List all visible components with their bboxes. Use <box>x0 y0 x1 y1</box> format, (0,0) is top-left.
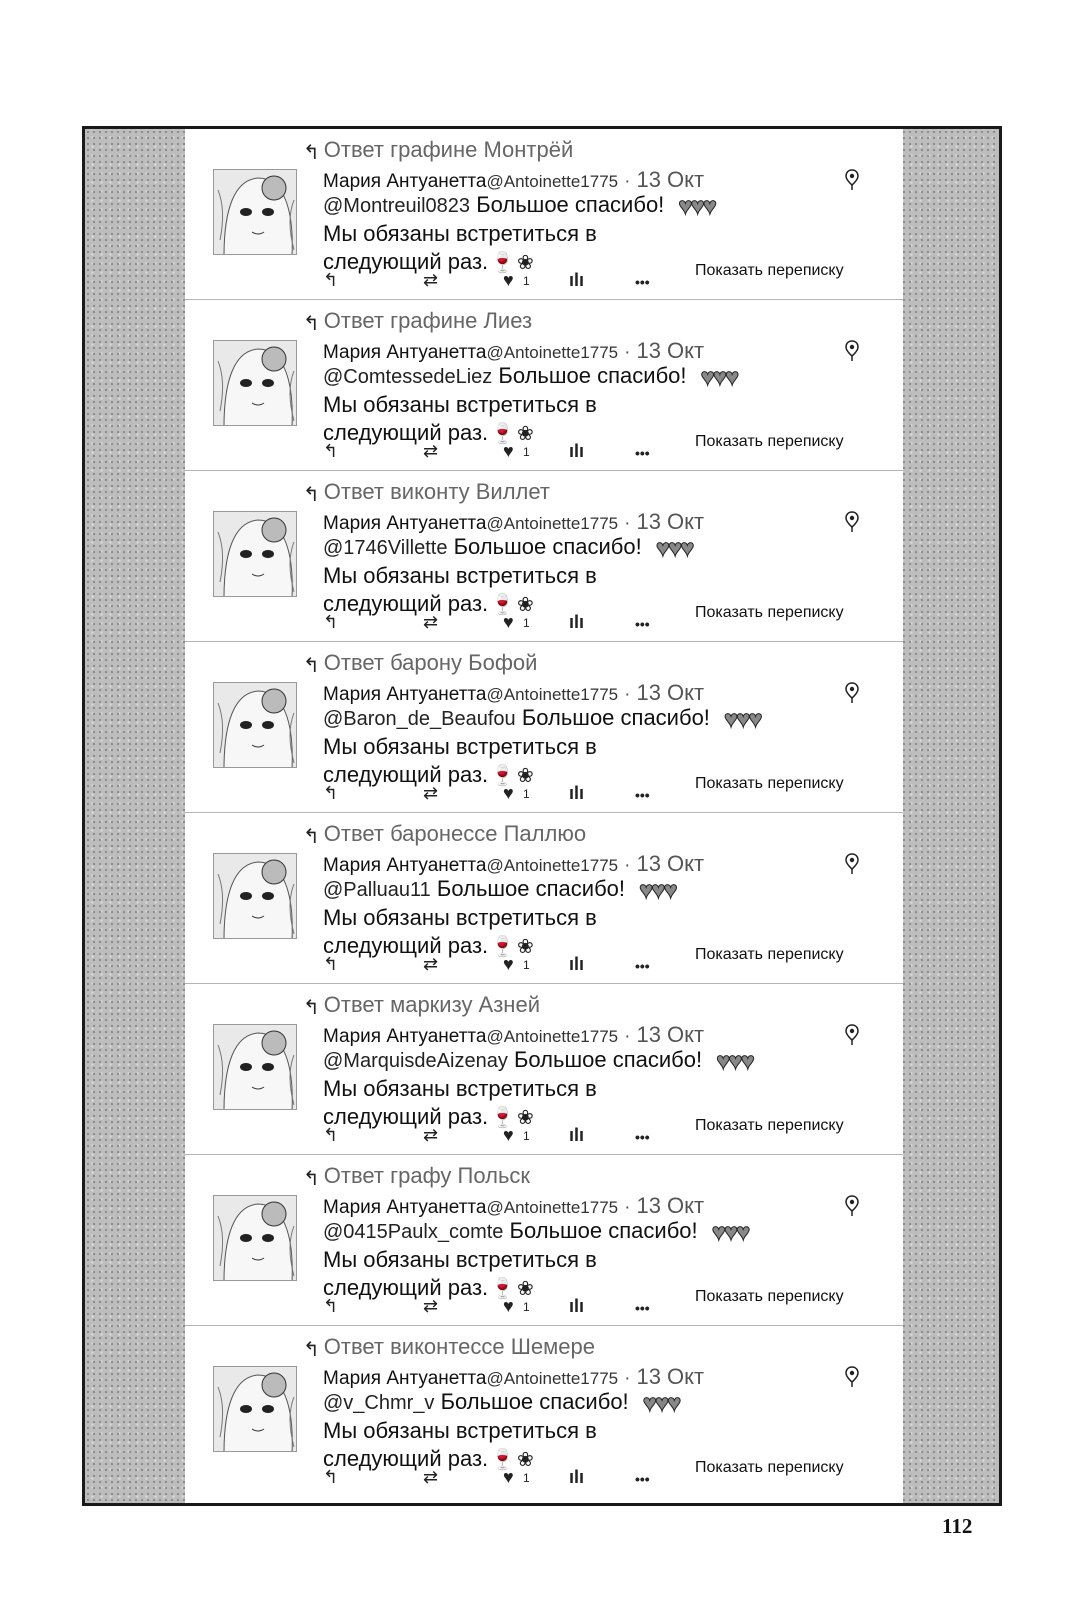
retweet-icon[interactable]: ⇄ <box>423 1467 439 1487</box>
show-thread-link[interactable]: Показать переписку <box>695 1459 844 1476</box>
reply-icon[interactable]: ↰ <box>323 1296 339 1316</box>
location-pin-icon[interactable] <box>845 340 859 362</box>
avatar[interactable] <box>213 169 297 255</box>
show-thread-link[interactable]: Показать переписку <box>695 1288 844 1305</box>
more-icon[interactable]: ••• <box>635 445 650 461</box>
retweet-icon[interactable]: ⇄ <box>423 1296 439 1316</box>
tweet-date[interactable]: 13 Окт <box>636 509 705 534</box>
mention-link[interactable]: @MarquisdeAizenay <box>323 1050 508 1072</box>
more-icon[interactable]: ••• <box>635 616 650 632</box>
avatar-portrait-icon <box>214 170 297 255</box>
show-thread-link[interactable]: Показать переписку <box>695 262 844 279</box>
author-name[interactable]: Мария Антуанетта <box>323 1026 487 1047</box>
mention-link[interactable]: @1746Villette <box>323 537 448 559</box>
thanks-text: Большое спасибо! <box>476 192 665 217</box>
author-handle[interactable]: @Antoinette1775 <box>486 1198 619 1217</box>
tweet-text-line3-text: следующий раз. <box>323 420 489 445</box>
hearts-emoji: ♥♥♥ <box>716 1048 753 1075</box>
tweet-date[interactable]: 13 Окт <box>636 338 705 363</box>
heart-icon[interactable]: ♥ <box>503 783 514 803</box>
hearts-emoji: ♥♥♥ <box>655 535 693 562</box>
tweet[interactable] <box>185 129 903 300</box>
heart-icon[interactable]: ♥ <box>503 441 514 461</box>
like-count: 1 <box>523 1300 530 1314</box>
tweet-text-line2: Мы обязаны встретиться в <box>323 1076 597 1101</box>
more-icon[interactable]: ••• <box>635 274 650 290</box>
wine-glass-icon: 🍷 <box>490 1107 516 1129</box>
tweet-date[interactable]: 13 Окт <box>636 851 705 876</box>
tweet-text-line3-text: следующий раз. <box>323 249 489 274</box>
avatar[interactable] <box>213 340 297 426</box>
retweet-icon[interactable]: ⇄ <box>423 783 439 803</box>
rose-icon: ❀ <box>517 1278 534 1300</box>
reply-icon[interactable]: ↰ <box>323 612 339 632</box>
avatar-portrait-icon <box>214 854 297 939</box>
location-pin-icon[interactable] <box>845 682 859 704</box>
reply-icon[interactable]: ↰ <box>323 270 339 290</box>
more-icon[interactable]: ••• <box>635 1300 650 1316</box>
hearts-emoji: ♥♥♥ <box>639 877 676 904</box>
reply-icon[interactable]: ↰ <box>323 954 339 974</box>
avatar-portrait-icon <box>214 1196 297 1281</box>
thanks-text: Большое спасибо! <box>498 363 687 388</box>
more-icon[interactable]: ••• <box>635 787 650 803</box>
reply-arrow-icon: ↰ <box>303 655 320 677</box>
reply-arrow-icon: ↰ <box>303 997 320 1019</box>
location-pin-icon[interactable] <box>845 1024 859 1046</box>
wine-glass-icon: 🍷 <box>490 423 516 445</box>
thanks-text: Большое спасибо! <box>436 876 626 901</box>
rose-icon: ❀ <box>517 594 534 616</box>
mention-link[interactable]: @Baron_de_Beaufou <box>323 708 516 730</box>
reply-to-text: Ответ графине Монтрёй <box>323 137 574 162</box>
mention-link[interactable]: @Montreuil0823 <box>323 195 471 217</box>
tweet-text-line2: Мы обязаны встретиться в <box>323 734 597 759</box>
tweet-text-line2: Мы обязаны встретиться в <box>323 392 597 417</box>
location-pin-icon[interactable] <box>845 853 859 875</box>
like-count: 1 <box>523 616 530 630</box>
tweet-text-line1 <box>323 705 761 734</box>
reply-icon[interactable]: ↰ <box>323 1125 339 1145</box>
separator-dot: · <box>624 342 631 363</box>
tweet-text-line3-text: следующий раз. <box>323 1104 489 1129</box>
like-count: 1 <box>523 445 530 459</box>
avatar[interactable] <box>213 682 297 768</box>
tweet-text-line1 <box>323 1218 748 1247</box>
tweet[interactable] <box>185 984 903 1155</box>
tweet-header <box>323 509 704 535</box>
rose-icon: ❀ <box>517 423 534 445</box>
author-handle[interactable]: @Antoinette1775 <box>486 856 619 875</box>
thanks-text: Большое спасибо! <box>513 1047 703 1072</box>
retweet-icon[interactable]: ⇄ <box>423 1125 439 1145</box>
heart-icon[interactable]: ♥ <box>503 1125 514 1145</box>
retweet-icon[interactable]: ⇄ <box>423 441 439 461</box>
mention-link[interactable]: @0415Paulx_comte <box>323 1221 504 1243</box>
reply-arrow-icon: ↰ <box>303 1339 320 1361</box>
author-name[interactable]: Мария Антуанетта <box>323 1197 487 1218</box>
wine-glass-icon: 🍷 <box>490 1449 516 1471</box>
reply-arrow-icon: ↰ <box>303 142 320 164</box>
tweet-text-line2: Мы обязаны встретиться в <box>323 1247 597 1272</box>
wine-glass-icon: 🍷 <box>490 936 516 958</box>
tweet-header <box>323 851 704 877</box>
separator-dot: · <box>624 1026 631 1047</box>
reply-icon[interactable]: ↰ <box>323 441 339 461</box>
avatar[interactable] <box>213 511 297 597</box>
separator-dot: · <box>624 171 631 192</box>
wine-glass-icon: 🍷 <box>490 594 516 616</box>
separator-dot: · <box>624 1197 631 1218</box>
tweet[interactable] <box>185 300 903 471</box>
separator-dot: · <box>624 1368 631 1389</box>
show-thread-link[interactable]: Показать переписку <box>695 775 844 792</box>
show-thread-link[interactable]: Показать переписку <box>695 433 844 450</box>
tweet-actions <box>323 1125 663 1147</box>
analytics-icon[interactable]: ılı <box>569 1125 585 1145</box>
rose-icon: ❀ <box>517 765 534 787</box>
analytics-icon[interactable]: ılı <box>569 1467 585 1487</box>
mention-link[interactable]: @ComtessedeLiez <box>323 366 493 388</box>
show-thread-link[interactable]: Показать переписку <box>695 946 844 963</box>
analytics-icon[interactable]: ılı <box>569 783 585 803</box>
avatar-portrait-icon <box>214 341 297 426</box>
reply-context[interactable] <box>303 137 573 163</box>
reply-to-text: Ответ барону Бофой <box>323 650 538 675</box>
author-handle[interactable]: @Antoinette1775 <box>486 1027 619 1046</box>
rose-icon: ❀ <box>517 1107 534 1129</box>
tweet-date[interactable]: 13 Окт <box>636 167 705 192</box>
page-number: 112 <box>942 1514 973 1538</box>
heart-icon[interactable]: ♥ <box>503 1296 514 1316</box>
tweet-text-line2: Мы обязаны встретиться в <box>323 221 597 246</box>
author-name[interactable]: Мария Антуанетта <box>323 171 487 192</box>
tweet-header <box>323 1022 704 1048</box>
retweet-icon[interactable]: ⇄ <box>423 270 439 290</box>
avatar[interactable] <box>213 853 297 939</box>
tweet-header <box>323 338 704 364</box>
avatar-portrait-icon <box>214 1367 297 1452</box>
tweet-text-line1 <box>323 534 692 563</box>
tweet-text-line2: Мы обязаны встретиться в <box>323 563 597 588</box>
analytics-icon[interactable]: ılı <box>569 1296 585 1316</box>
mention-link[interactable]: @Palluau11 <box>323 879 431 901</box>
reply-context[interactable] <box>303 650 537 676</box>
reply-to-text: Ответ маркизу Азней <box>323 992 540 1017</box>
heart-icon[interactable]: ♥ <box>503 954 514 974</box>
heart-icon[interactable]: ♥ <box>503 1467 514 1487</box>
wine-glass-icon: 🍷 <box>490 1278 516 1300</box>
hearts-emoji: ♥♥♥ <box>723 706 761 733</box>
hearts-emoji: ♥♥♥ <box>678 193 716 220</box>
reply-icon[interactable]: ↰ <box>323 1467 339 1487</box>
reply-arrow-icon: ↰ <box>303 484 320 506</box>
author-name[interactable]: Мария Антуанетта <box>323 342 487 363</box>
reply-to-text: Ответ виконту Виллет <box>323 479 550 504</box>
like-count: 1 <box>523 958 530 972</box>
tweet-text-line2: Мы обязаны встретиться в <box>323 1418 597 1443</box>
author-handle[interactable]: @Antoinette1775 <box>486 1369 619 1388</box>
rose-icon: ❀ <box>517 936 534 958</box>
author-name[interactable]: Мария Антуанетта <box>323 855 487 876</box>
show-thread-link[interactable]: Показать переписку <box>695 1117 844 1134</box>
like-count: 1 <box>523 1129 530 1143</box>
tweet-actions <box>323 270 663 292</box>
separator-dot: · <box>624 684 631 705</box>
avatar-portrait-icon <box>214 683 297 768</box>
tweet-header <box>323 167 704 193</box>
tweet-text-line3-text: следующий раз. <box>323 591 489 616</box>
avatar-portrait-icon <box>214 512 297 597</box>
tweet-date[interactable]: 13 Окт <box>636 1364 705 1389</box>
mention-link[interactable]: @v_Chmr_v <box>323 1392 435 1414</box>
thanks-text: Большое спасибо! <box>509 1218 698 1243</box>
tweet-actions <box>323 612 663 634</box>
reply-to-text: Ответ баронессе Паллюо <box>323 821 587 846</box>
tweet-text-line1 <box>323 192 715 221</box>
reply-icon[interactable]: ↰ <box>323 783 339 803</box>
avatar[interactable] <box>213 1024 297 1110</box>
reply-context[interactable] <box>303 1163 530 1189</box>
thanks-text: Большое спасибо! <box>453 534 642 559</box>
author-name[interactable]: Мария Антуанетта <box>323 684 487 705</box>
reply-to-text: Ответ графу Польск <box>323 1163 531 1188</box>
reply-arrow-icon: ↰ <box>303 313 320 335</box>
thanks-text: Большое спасибо! <box>440 1389 629 1414</box>
like-count: 1 <box>523 274 530 288</box>
rose-icon: ❀ <box>517 252 534 274</box>
panel-frame <box>82 126 1002 1506</box>
author-handle[interactable]: @Antoinette1775 <box>486 343 619 362</box>
reply-arrow-icon: ↰ <box>303 826 320 848</box>
reply-context[interactable] <box>303 992 540 1018</box>
tweet-date[interactable]: 13 Окт <box>636 1022 705 1047</box>
tweet[interactable] <box>185 1326 903 1497</box>
tweet[interactable] <box>185 1155 903 1326</box>
reply-to-text: Ответ виконтессе Шемере <box>323 1334 595 1359</box>
reply-context[interactable] <box>303 821 586 847</box>
like-count: 1 <box>523 787 530 801</box>
rose-icon: ❀ <box>517 1449 534 1471</box>
tweet-header <box>323 1193 704 1219</box>
location-pin-icon[interactable] <box>845 511 859 533</box>
separator-dot: · <box>624 855 631 876</box>
hearts-emoji: ♥♥♥ <box>711 1219 749 1246</box>
tweet-text-line1 <box>323 876 676 905</box>
tweet-actions <box>323 441 663 463</box>
author-handle[interactable]: @Antoinette1775 <box>486 685 619 704</box>
author-handle[interactable]: @Antoinette1775 <box>486 514 619 533</box>
tweet-feed <box>185 129 903 1503</box>
analytics-icon[interactable]: ılı <box>569 441 585 461</box>
more-icon[interactable]: ••• <box>635 1129 650 1145</box>
reply-to-text: Ответ графине Лиез <box>323 308 533 333</box>
heart-icon[interactable]: ♥ <box>503 270 514 290</box>
author-handle[interactable]: @Antoinette1775 <box>486 172 619 191</box>
tweet-text-line1 <box>323 1389 679 1418</box>
like-count: 1 <box>523 1471 530 1485</box>
reply-context[interactable] <box>303 479 550 505</box>
tweet-text-line1 <box>323 1047 753 1076</box>
more-icon[interactable]: ••• <box>635 958 650 974</box>
reply-context[interactable] <box>303 308 532 334</box>
tweet-actions <box>323 1467 663 1489</box>
location-pin-icon[interactable] <box>845 1366 859 1388</box>
avatar-portrait-icon <box>214 1025 297 1110</box>
hearts-emoji: ♥♥♥ <box>700 364 738 391</box>
tweet-text-line3-text: следующий раз. <box>323 1275 489 1300</box>
heart-icon[interactable]: ♥ <box>503 612 514 632</box>
tweet-text-line1 <box>323 363 737 392</box>
more-icon[interactable]: ••• <box>635 1471 650 1487</box>
tweet[interactable] <box>185 471 903 642</box>
wine-glass-icon: 🍷 <box>490 252 516 274</box>
tweet-text-line2: Мы обязаны встретиться в <box>323 905 597 930</box>
analytics-icon[interactable]: ılı <box>569 954 585 974</box>
tweet-date[interactable]: 13 Окт <box>636 1193 705 1218</box>
thanks-text: Большое спасибо! <box>521 705 710 730</box>
tweet-text-line3-text: следующий раз. <box>323 762 489 787</box>
tweet-actions <box>323 1296 663 1318</box>
tweet-header <box>323 1364 704 1390</box>
wine-glass-icon: 🍷 <box>490 765 516 787</box>
author-name[interactable]: Мария Антуанетта <box>323 513 487 534</box>
reply-context[interactable] <box>303 1334 595 1360</box>
tweet-header <box>323 680 704 706</box>
retweet-icon[interactable]: ⇄ <box>423 954 439 974</box>
analytics-icon[interactable]: ılı <box>569 612 585 632</box>
tweet[interactable] <box>185 642 903 813</box>
tweet[interactable] <box>185 813 903 984</box>
analytics-icon[interactable]: ılı <box>569 270 585 290</box>
tweet-text-line3-text: следующий раз. <box>323 933 489 958</box>
avatar[interactable] <box>213 1195 297 1281</box>
reply-arrow-icon: ↰ <box>303 1168 320 1190</box>
avatar[interactable] <box>213 1366 297 1452</box>
location-pin-icon[interactable] <box>845 169 859 191</box>
retweet-icon[interactable]: ⇄ <box>423 612 439 632</box>
author-name[interactable]: Мария Антуанетта <box>323 1368 487 1389</box>
tweet-text-line3-text: следующий раз. <box>323 1446 489 1471</box>
location-pin-icon[interactable] <box>845 1195 859 1217</box>
show-thread-link[interactable]: Показать переписку <box>695 604 844 621</box>
tweet-actions <box>323 954 663 976</box>
tweet-actions <box>323 783 663 805</box>
separator-dot: · <box>624 513 631 534</box>
hearts-emoji: ♥♥♥ <box>642 1390 680 1417</box>
tweet-date[interactable]: 13 Окт <box>636 680 705 705</box>
